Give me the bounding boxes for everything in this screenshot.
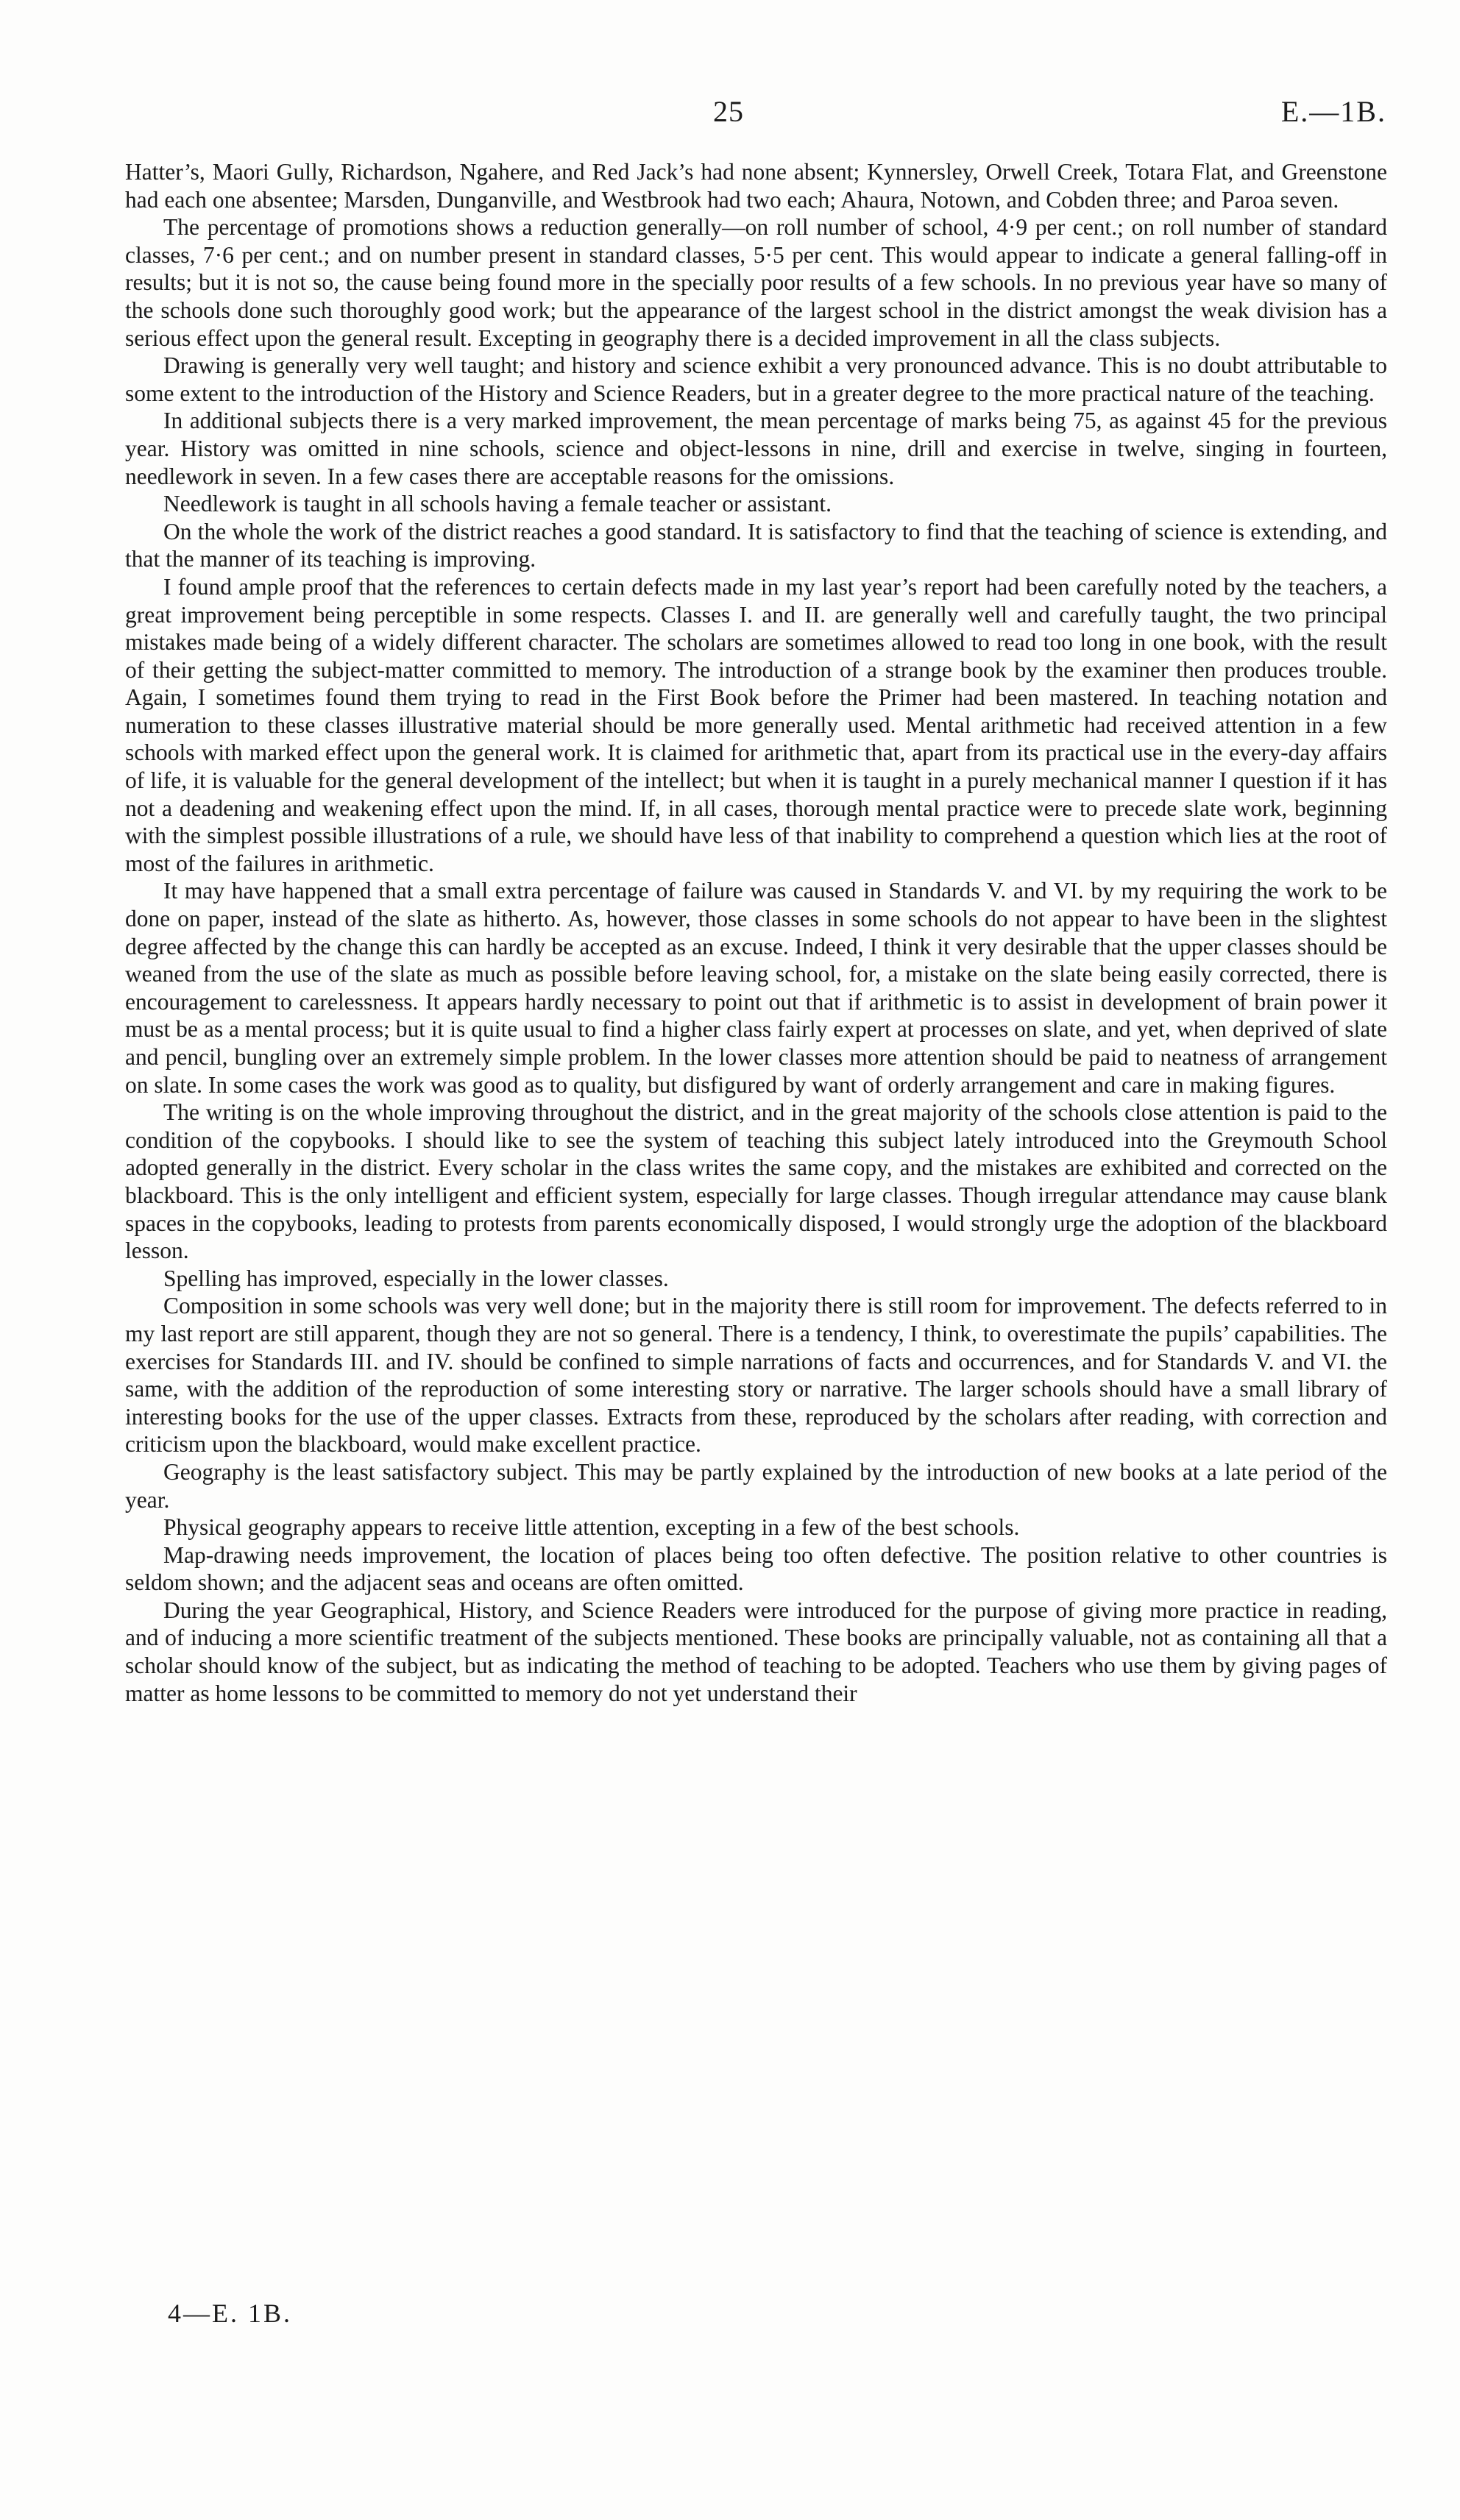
paragraph-needlework: Needlework is taught in all schools having a female teacher or assistant.: [163, 491, 832, 517]
paragraph-physical-geography: Physical geography appears to receive little attention, excepting in a few of the best schools.: [163, 1514, 1020, 1541]
paragraph-composition: Composition in some schools was very well done; but in the majority there is still room for improvement. The defects referred to in my last report are still apparent, though they are not so general. There is a tendency, I think, to overestimate the pupils’ capabilities. The exercises for Standards III. and IV. should be confined to simple narrations of facts and occurrences, and for Standards V. and VI. the same, with the addition of the reproduction of some interesting story or narrative. The larger schools should have a small library of interesting books for the use of the upper classes. Extracts from these, reproduced by the scholars after reading, with correction and criticism upon the blackboard, would make excellent practice.: [125, 1293, 1387, 1458]
signature-mark: 4—E. 1B.: [168, 2299, 293, 2328]
paragraph-drawing: Drawing is generally very well taught; and history and science exhibit a very pronounced advance. This is no doubt attributable to some extent to the introduction of the History and Science Readers, but in a greater degree to the more practical nature of the teaching.: [125, 352, 1387, 406]
paragraph-defects-arithmetic: I found ample proof that the references to certain defects made in my last year’s report had been carefully noted by the teachers, a great improvement being perceptible in some respects. Classes I. and II. are generally well and carefully taught, the two principal mistakes made being of a widely different character. The scholars are sometimes allowed to read too long in one book, with the result of their getting the subject-matter committed to memory. The introduction of a strange book by the examiner then produces trouble. Again, I sometimes found them trying to read in the First Book before the Primer had been mastered. In teaching notation and numeration to these classes illustrative material should be more generally used. Mental arithmetic had received attention in a few schools with marked effect upon the general work. It is claimed for arithmetic that, apart from its practical use in the every-day affairs of life, it is valuable for the general development of the intellect; but when it is taught in a purely mechanical manner I question if it has not a deadening and weakening effect upon the mind. If, in all cases, thorough mental practice were to precede slate work, beginning with the simplest possible illustrations of a rule, we should have less of that inability to comprehend a question which lies at the root of most of the failures in arithmetic.: [125, 573, 1387, 876]
paragraph-map-drawing: Map-drawing needs improvement, the location of places being too often defective. The position relative to other countries is seldom shown; and the adjacent seas and oceans are often omitted.: [125, 1541, 1387, 1596]
paragraph-slate-work: It may have happened that a small extra percentage of failure was caused in Standards V. and VI. by my requiring the work to be done on paper, instead of the slate as hitherto. As, however, those classes in some schools do not appear to have been in the slightest degree affected by the change this can hardly be accepted as an excuse. Indeed, I think it very desirable that the upper classes should be weaned from the use of the slate as much as possible before leaving school, for, a mistake on the slate being easily corrected, there is encouragement to carelessness. It appears hardly necessary to point out that if arithmetic is to assist in development of brain power it must be as a mental process; but it is quite usual to find a higher class fairly expert at processes on slate, and yet, when deprived of slate and pencil, bungling over an extremely simple problem. In the lower classes more attention should be paid to neatness of arrangement on slate. In some cases the work was good as to quality, but disfigured by want of orderly arrangement and care in making figures.: [125, 878, 1387, 1098]
paragraph-additional-subjects: In additional subjects there is a very marked improvement, the mean percentage of marks being 75, as against 45 for the previous year. History was omitted in nine schools, science and object-lessons in nine, drill and exercise in twelve, singing in fourteen, needlework in seven. In a few cases there are acceptable reasons for the omissions.: [125, 408, 1387, 489]
paragraph-promotions: The percentage of promotions shows a reduction generally—on roll number of school, 4·9 per cent.; on roll number of standard classes, 7·6 per cent.; and on number present in standard classes, 5·5 per cent. This would appear to indicate a general falling-off in results; but it is not so, the cause being found more in the specially poor results of a few schools. In no previous year have so many of the schools done such thoroughly good work; but the appearance of the largest school in the district amongst the weak division has a serious effect upon the general result. Excepting in geography there is a decided improvement in all the class subjects.: [125, 214, 1387, 351]
page-number: 25: [713, 95, 744, 128]
paragraph-readers: During the year Geographical, History, and Science Readers were introduced for the purpose of giving more practice in reading, and of inducing a more scientific treatment of the subjects mentioned. These books are principally valuable, not as containing all that a scholar should know of the subject, but as indicating the method of teaching to be adopted. Teachers who use them by giving pages of matter as home lessons to be committed to memory do not yet understand their: [125, 1597, 1387, 1706]
report-body: [125, 158, 1387, 1707]
paragraph-geography: Geography is the least satisfactory subject. This may be partly explained by the introduction of new books at a late period of the year.: [125, 1458, 1387, 1513]
paragraph-writing: The writing is on the whole improving throughout the district, and in the great majority of the schools close attention is paid to the condition of the copybooks. I should like to see the system of teaching this subject lately introduced into the Greymouth School adopted generally in the district. Every scholar in the class writes the same copy, and the mistakes are exhibited and corrected on the blackboard. This is the only intelligent and efficient system, especially for large classes. Though irregular attendance may cause blank spaces in the copybooks, leading to protests from parents economically disposed, I would strongly urge the adoption of the blackboard lesson.: [125, 1099, 1387, 1264]
paragraph-absentees: Hatter’s, Maori Gully, Richardson, Ngahere, and Red Jack’s had none absent; Kynnersley, Orwell Creek, Totara Flat, and Greenstone had each one absentee; Marsden, Dunganville, and Westbrook had two each; Ahaura, Notown, and Cobden three; and Paroa seven.: [125, 159, 1387, 213]
paragraph-district-standard: On the whole the work of the district reaches a good standard. It is satisfactory to find that the teaching of science is extending, and that the manner of its teaching is improving.: [125, 518, 1387, 572]
paragraph-spelling: Spelling has improved, especially in the lower classes.: [163, 1265, 669, 1291]
document-reference: E.—1B.: [1280, 95, 1386, 128]
